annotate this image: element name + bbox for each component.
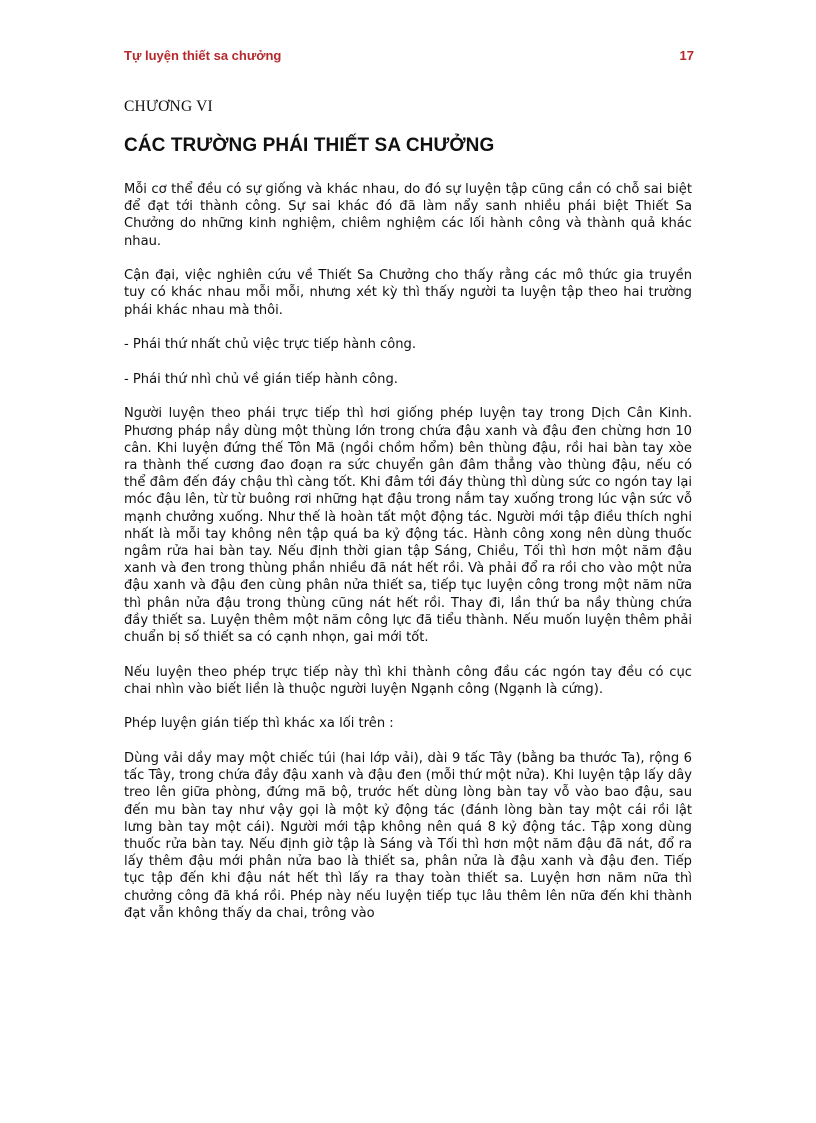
body-text (124, 181, 692, 922)
book-title: Tự luyện thiết sa chưởng (124, 48, 282, 63)
paragraph: Mỗi cơ thể đều có sự giống và khác nhau, do đó sự luyện tập cũng cần có chỗ sai biệt để đạt tới thành công. Sự sai khác đó đã làm nẩy sanh nhiều phái biệt Thiết Sa Chưởng do những kinh nghiệm, chiêm nghiệm các lối hành công và thành quả khác nhau. (124, 182, 692, 249)
paragraph: Người luyện theo phái trực tiếp thì hơi giống phép luyện tay trong Dịch Cân Kinh. Phương pháp nầy dùng một thùng lớn trong chứa đậu xanh và đậu đen chừng hơn 10 cân. Khi luyện đứng thế Tôn Mã (ngồi chồm hổm) bên thùng đậu, rồi hai bàn tay xòe ra thành thế cương đao đoạn ra sức chuyển gân đâm thẳng vào thùng đậu, nếu có thể đâm đến đáy chậu thì càng tốt. Khi đâm tới đáy thùng thì dùng sức co ngón tay lại móc đậu lên, từ từ buông rơi những hạt đậu trong nắm tay xuống trong lúc vận sức vỗ mạnh chưởng xuống. Như thế là hoàn tất một động tác. Người mới tập điều thích nghi nhất là mỗi tay không nên tập quá ba kỷ động tác. Hành công xong nên dùng thuốc ngâm rửa hai bàn tay. Nếu định thời gian tập Sáng, Chiều, Tối thì hơn một năm đậu xanh và đen trong thùng phần nhiều đã nát hết rồi. Và phải đổ ra rồi cho vào một nửa đậu xanh và đậu đen cùng phân nửa thiết sa, tiếp tục luyện công trong một năm nữa thì phân nửa đậu trong thùng cũng nát hết rồi. Thay đi, lần thứ ba nầy thùng chứa đầy thiết sa. Luyện thêm một năm công lực đã tiểu thành. Nếu muốn luyện thêm phải chuẩn bị số thiết sa có cạnh nhọn, gai mới tốt. (124, 406, 692, 646)
paragraph: Phép luyện gián tiếp thì khác xa lối trên : (124, 716, 394, 732)
page-number: 17 (679, 48, 694, 63)
paragraph: - Phái thứ nhì chủ về gián tiếp hành công. (124, 371, 398, 387)
chapter-title: CÁC TRƯỜNG PHÁI THIẾT SA CHƯỞNG (124, 135, 495, 156)
running-header (124, 48, 694, 66)
paragraph: - Phái thứ nhất chủ việc trực tiếp hành công. (124, 337, 417, 353)
paragraph: Dùng vải dầy may một chiếc túi (hai lớp vải), dài 9 tấc Tây (bằng ba thước Ta), rộng 6 tấc Tây, trong chứa đầy đậu xanh và đậu đen (mỗi thứ một nửa). Khi luyện tập lấy dây treo lên giữa phòng, đứng mã bộ, trước hết dùng lòng bàn tay vỗ vào bao đậu, sau đến mu bàn tay như vậy gọi là một kỷ động tác (đánh lòng bàn tay một cái rồi lật lưng bàn tay một cái). Người mới tập không nên quá 8 kỷ động tác. Tập xong dùng thuốc rửa bàn tay. Nếu định giờ tập là Sáng và Tối thì hơn một năm đậu đã nát, đổ ra lấy thêm đậu mới phân nửa bao là thiết sa, phân nửa là đậu xanh và đậu đen. Tiếp tục tập đến khi đậu nát hết thì lấy ra thay toàn thiết sa. Luyện hơn năm nữa thì chưởng công đã khá rồi. Phép này nếu luyện tiếp tục lâu thêm lên nữa đến khi thành đạt vẫn không thấy da chai, trông vào (124, 751, 692, 921)
chapter-label: CHƯƠNG VI (124, 98, 213, 115)
paragraph: Cận đại, việc nghiên cứu về Thiết Sa Chưởng cho thấy rằng các mô thức gia truyền tuy có khác nhau mỗi mỗi, nhưng xét kỳ thì thấy người ta luyện tập theo hai trường phái khác nhau mà thôi. (124, 268, 692, 318)
paragraph: Nếu luyện theo phép trực tiếp này thì khi thành công đầu các ngón tay đều có cục chai nhìn vào biết liền là thuộc người luyện Ngạnh công (Ngạnh là cứng). (124, 664, 692, 697)
